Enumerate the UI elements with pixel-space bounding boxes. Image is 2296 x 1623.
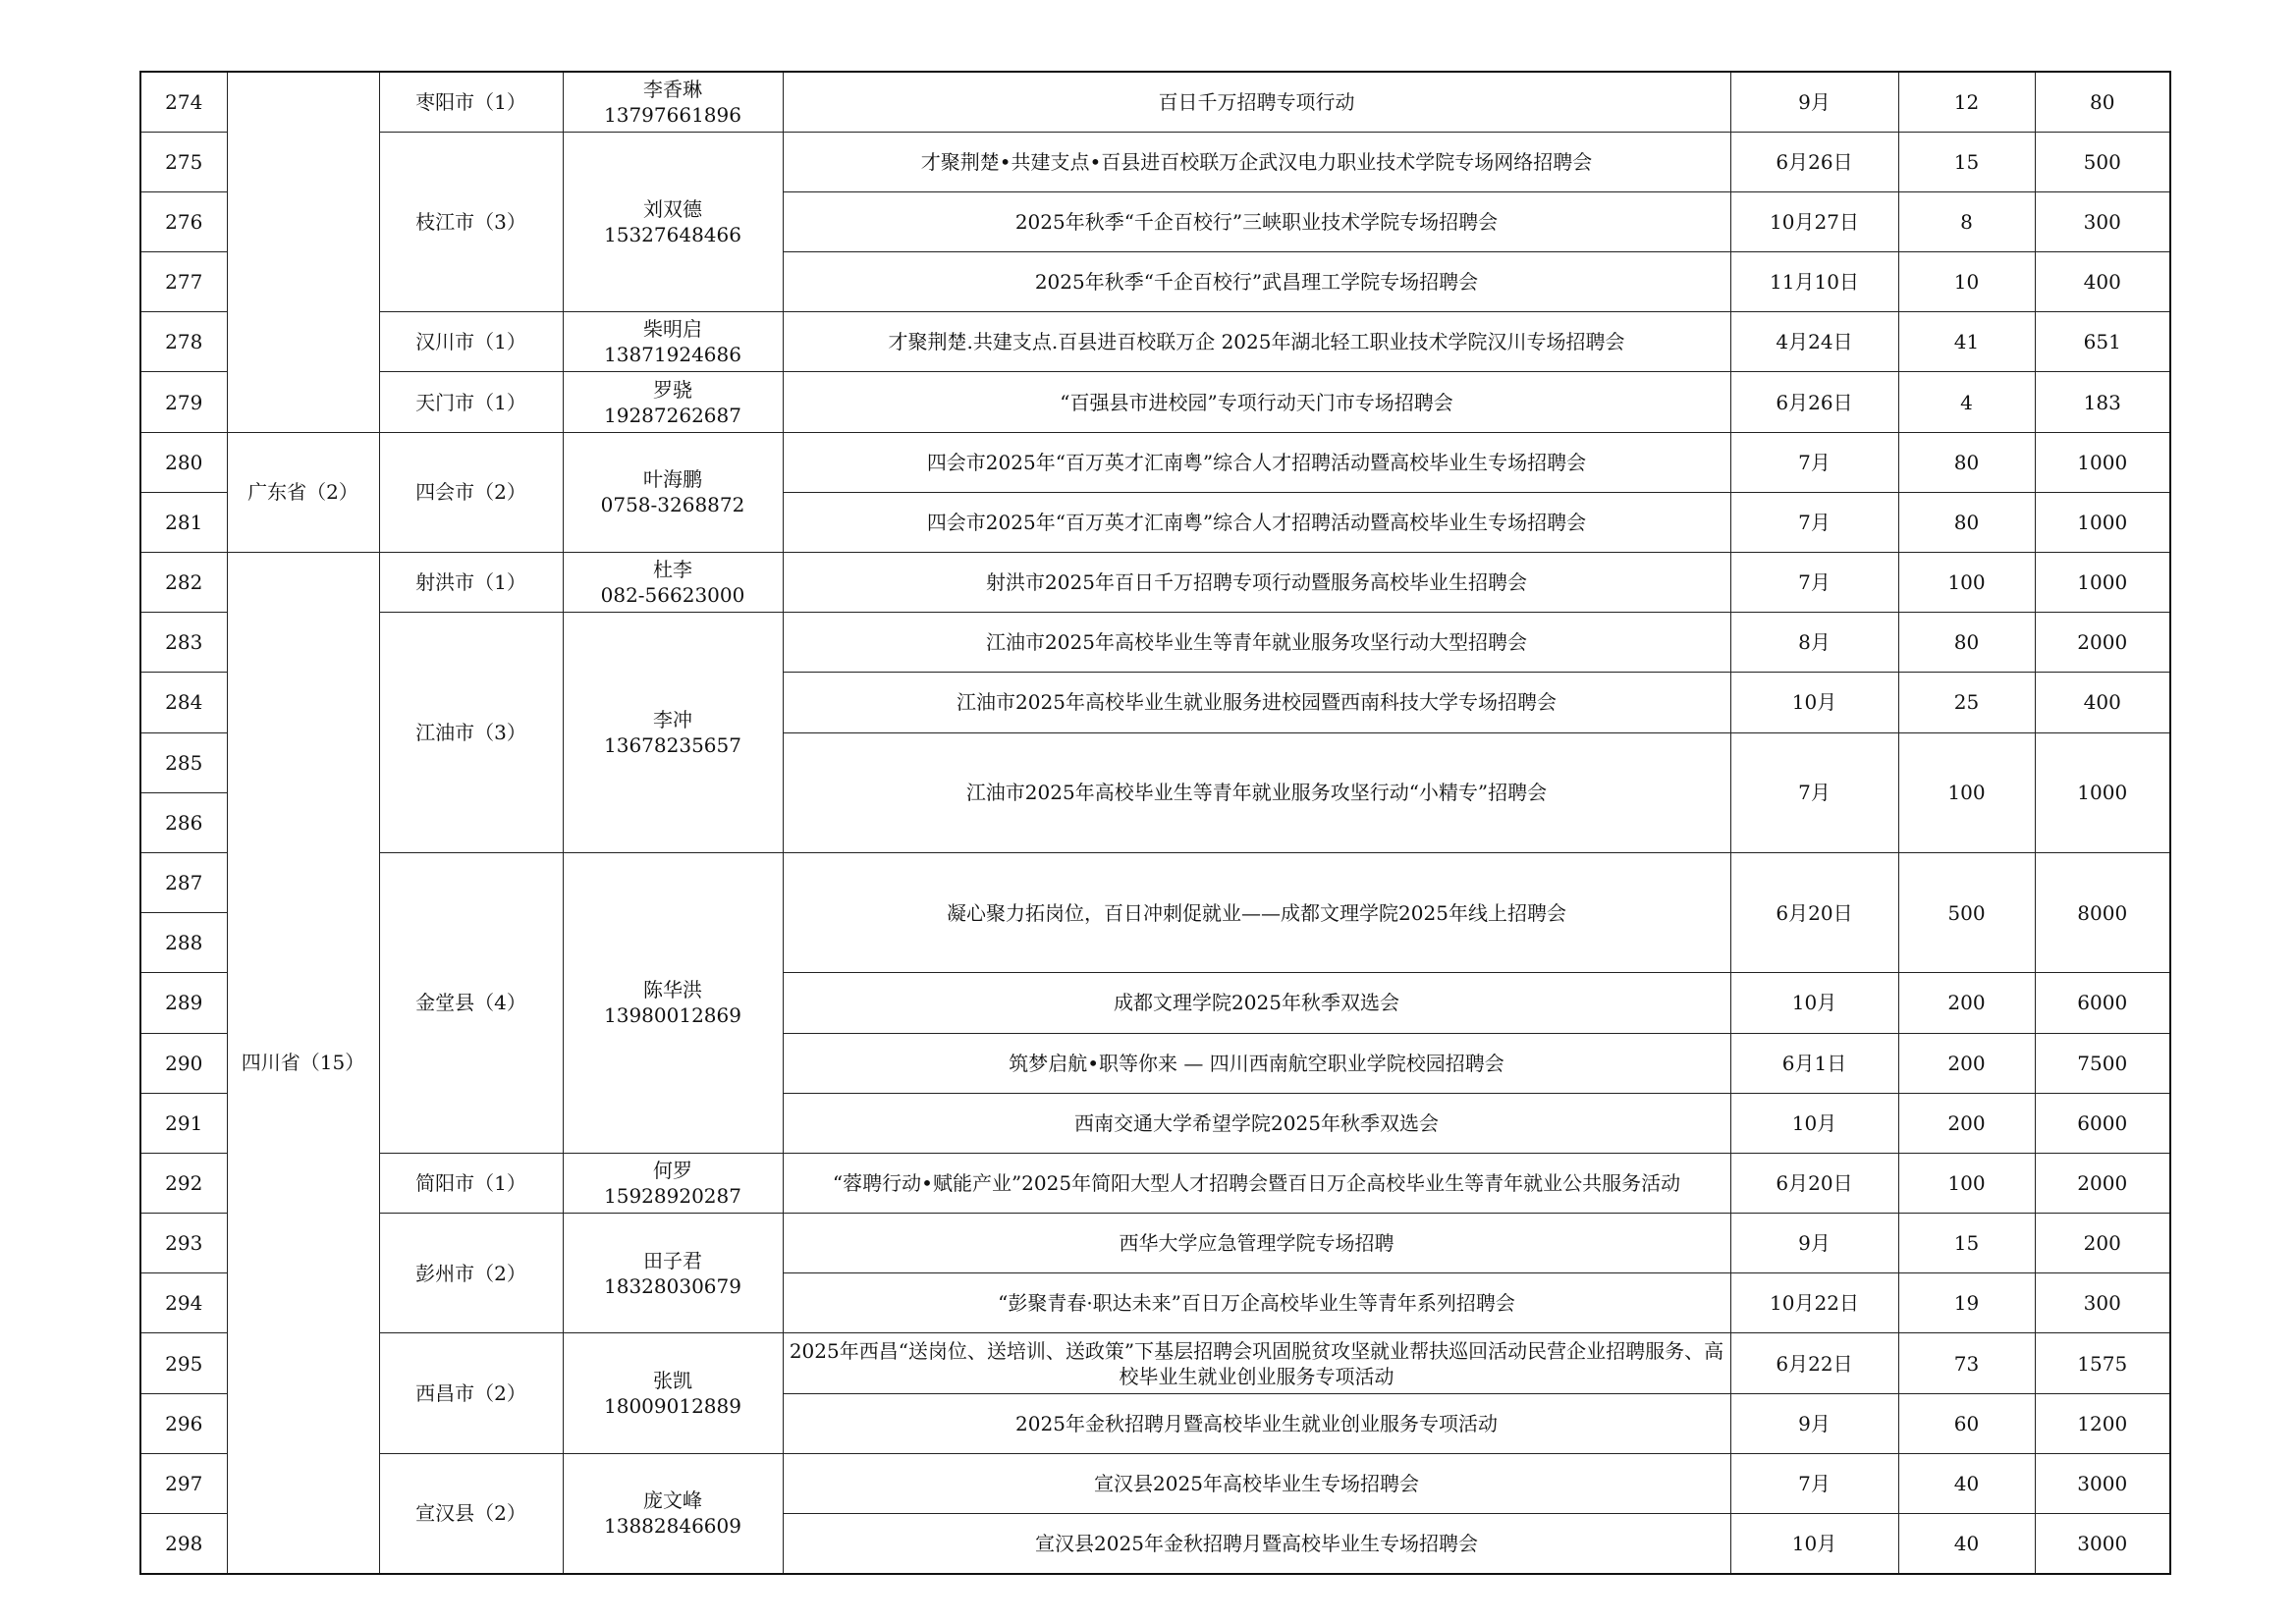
province-cell: 广东省（2） <box>227 432 379 552</box>
table-row <box>140 1333 2170 1393</box>
employers-cell: 80 <box>1898 432 2035 492</box>
contact-cell <box>563 1453 783 1573</box>
row-number: 281 <box>140 492 227 552</box>
event-cell: 2025年秋季“千企百校行”武昌理工学院专场招聘会 <box>783 252 1730 312</box>
jobs-cell: 2000 <box>2035 613 2170 673</box>
employers-cell: 41 <box>1898 312 2035 372</box>
jobs-cell: 6000 <box>2035 1093 2170 1153</box>
row-number: 295 <box>140 1333 227 1393</box>
date-cell: 7月 <box>1730 553 1898 613</box>
jobs-cell: 300 <box>2035 1273 2170 1333</box>
row-number: 275 <box>140 132 227 191</box>
event-text: “蓉聘行动•赋能产业”2025年简阳大型人才招聘会暨百日万企高校毕业生等青年就业公共服务活动 <box>832 1170 1681 1195</box>
employers-cell: 200 <box>1898 973 2035 1033</box>
event-cell: 宣汉县2025年高校毕业生专场招聘会 <box>783 1453 1730 1513</box>
date-cell: 6月26日 <box>1730 132 1898 191</box>
row-number: 296 <box>140 1393 227 1453</box>
employers-cell: 100 <box>1898 732 2035 852</box>
row-number: 283 <box>140 613 227 673</box>
row-number: 285 <box>140 732 227 792</box>
row-number: 282 <box>140 553 227 613</box>
event-text: 2025年西昌“送岗位、送培训、送政策”下基层招聘会巩固脱贫攻坚就业帮扶巡回活动民营企业招聘服务、高校毕业生就业创业服务专项活动 <box>789 1338 1724 1388</box>
date-cell: 10月 <box>1730 973 1898 1033</box>
contact-phone: 13871924686 <box>604 343 741 367</box>
event-cell: 射洪市2025年百日千万招聘专项行动暨服务高校毕业生招聘会 <box>783 553 1730 613</box>
contact-cell <box>563 372 783 432</box>
employers-cell: 15 <box>1898 1214 2035 1273</box>
event-cell: 凝心聚力拓岗位，百日冲刺促就业——成都文理学院2025年线上招聘会 <box>783 852 1730 972</box>
table-row <box>140 1153 2170 1213</box>
date-cell: 7月 <box>1730 1453 1898 1513</box>
jobs-cell: 6000 <box>2035 973 2170 1033</box>
table-row <box>140 613 2170 673</box>
table-row <box>140 852 2170 912</box>
contact-phone: 082-56623000 <box>600 583 745 608</box>
employers-cell: 80 <box>1898 492 2035 552</box>
row-number: 280 <box>140 432 227 492</box>
row-number: 292 <box>140 1153 227 1213</box>
contact-cell <box>563 553 783 613</box>
table-row <box>140 553 2170 613</box>
contact-phone: 18009012889 <box>604 1394 741 1419</box>
employers-cell: 200 <box>1898 1093 2035 1153</box>
row-number: 297 <box>140 1453 227 1513</box>
employers-cell: 10 <box>1898 252 2035 312</box>
employers-cell: 100 <box>1898 553 2035 613</box>
city-cell: 四会市（2） <box>379 432 563 552</box>
table-row <box>140 372 2170 432</box>
event-cell: 2025年秋季“千企百校行”三峡职业技术学院专场招聘会 <box>783 191 1730 251</box>
date-cell: 7月 <box>1730 432 1898 492</box>
table-row <box>140 1453 2170 1513</box>
city-cell: 西昌市（2） <box>379 1333 563 1453</box>
date-cell: 6月26日 <box>1730 372 1898 432</box>
contact-phone: 15327648466 <box>604 222 741 246</box>
city-cell: 简阳市（1） <box>379 1153 563 1213</box>
date-cell: 9月 <box>1730 1214 1898 1273</box>
contact-phone: 0758-3268872 <box>600 493 745 517</box>
row-number: 290 <box>140 1033 227 1093</box>
city-cell: 枝江市（3） <box>379 132 563 312</box>
city-cell: 金堂县（4） <box>379 852 563 1153</box>
date-cell: 10月 <box>1730 1514 1898 1574</box>
contact-phone: 13797661896 <box>604 102 741 127</box>
date-cell: 6月22日 <box>1730 1333 1898 1393</box>
contact-cell <box>563 1333 783 1453</box>
jobs-cell: 2000 <box>2035 1153 2170 1213</box>
jobs-cell: 300 <box>2035 191 2170 251</box>
event-cell: 筑梦启航•职等你来 — 四川西南航空职业学院校园招聘会 <box>783 1033 1730 1093</box>
contact-name: 叶海鹏 <box>643 467 702 492</box>
date-cell: 11月10日 <box>1730 252 1898 312</box>
event-cell <box>783 1153 1730 1213</box>
contact-name: 何罗 <box>653 1158 692 1182</box>
date-cell: 7月 <box>1730 732 1898 852</box>
employers-cell: 80 <box>1898 613 2035 673</box>
contact-name: 庞文峰 <box>643 1488 702 1513</box>
jobs-cell: 400 <box>2035 252 2170 312</box>
contact-cell <box>563 613 783 853</box>
contact-name: 田子君 <box>643 1248 702 1272</box>
table-row <box>140 312 2170 372</box>
employers-cell: 15 <box>1898 132 2035 191</box>
row-number: 274 <box>140 72 227 132</box>
table-row <box>140 72 2170 132</box>
contact-name: 李冲 <box>653 708 692 732</box>
date-cell: 10月 <box>1730 673 1898 732</box>
employers-cell: 500 <box>1898 852 2035 972</box>
jobs-cell: 1000 <box>2035 553 2170 613</box>
jobs-cell: 8000 <box>2035 852 2170 972</box>
row-number: 287 <box>140 852 227 912</box>
date-cell: 9月 <box>1730 1393 1898 1453</box>
table-row <box>140 132 2170 191</box>
contact-cell <box>563 432 783 552</box>
contact-name: 柴明启 <box>643 317 702 342</box>
row-number: 284 <box>140 673 227 732</box>
row-number: 278 <box>140 312 227 372</box>
contact-cell <box>563 72 783 132</box>
row-number: 298 <box>140 1514 227 1574</box>
city-cell: 江油市（3） <box>379 613 563 853</box>
contact-name: 刘双德 <box>643 196 702 221</box>
event-cell: 江油市2025年高校毕业生就业服务进校园暨西南科技大学专场招聘会 <box>783 673 1730 732</box>
jobs-cell: 3000 <box>2035 1514 2170 1574</box>
employers-cell: 40 <box>1898 1514 2035 1574</box>
employers-cell: 25 <box>1898 673 2035 732</box>
jobs-cell: 200 <box>2035 1214 2170 1273</box>
event-cell: 才聚荆楚•共建支点•百县进百校联万企武汉电力职业技术学院专场网络招聘会 <box>783 132 1730 191</box>
city-cell: 彭州市（2） <box>379 1214 563 1333</box>
contact-name: 杜李 <box>653 558 692 582</box>
contact-name: 张凯 <box>653 1369 692 1393</box>
recruitment-table <box>139 71 2171 1575</box>
date-cell: 10月 <box>1730 1093 1898 1153</box>
contact-cell <box>563 1153 783 1213</box>
table-row <box>140 432 2170 492</box>
city-cell: 宣汉县（2） <box>379 1453 563 1573</box>
employers-cell: 19 <box>1898 1273 2035 1333</box>
event-cell: 才聚荆楚.共建支点.百县进百校联万企 2025年湖北轻工职业技术学院汉川专场招聘会 <box>783 312 1730 372</box>
event-cell: 西华大学应急管理学院专场招聘 <box>783 1214 1730 1273</box>
jobs-cell: 651 <box>2035 312 2170 372</box>
jobs-cell: 1575 <box>2035 1333 2170 1393</box>
event-cell: 宣汉县2025年金秋招聘月暨高校毕业生专场招聘会 <box>783 1514 1730 1574</box>
contact-phone: 19287262687 <box>604 403 741 427</box>
event-cell: “彭聚青春·职达未来”百日万企高校毕业生等青年系列招聘会 <box>783 1273 1730 1333</box>
contact-cell <box>563 1214 783 1333</box>
province-cell: 四川省（15） <box>227 553 379 1574</box>
employers-cell: 100 <box>1898 1153 2035 1213</box>
event-cell: 江油市2025年高校毕业生等青年就业服务攻坚行动大型招聘会 <box>783 613 1730 673</box>
event-cell: 2025年金秋招聘月暨高校毕业生就业创业服务专项活动 <box>783 1393 1730 1453</box>
contact-cell <box>563 852 783 1153</box>
contact-phone: 18328030679 <box>604 1273 741 1298</box>
jobs-cell: 80 <box>2035 72 2170 132</box>
table-row <box>140 1214 2170 1273</box>
province-cell <box>227 72 379 432</box>
row-number: 288 <box>140 913 227 973</box>
date-cell: 6月20日 <box>1730 852 1898 972</box>
contact-cell <box>563 132 783 312</box>
city-cell: 射洪市（1） <box>379 553 563 613</box>
event-cell: 成都文理学院2025年秋季双选会 <box>783 973 1730 1033</box>
date-cell: 7月 <box>1730 492 1898 552</box>
contact-name: 李香琳 <box>643 77 702 101</box>
jobs-cell: 1000 <box>2035 432 2170 492</box>
event-cell: 四会市2025年“百万英才汇南粤”综合人才招聘活动暨高校毕业生专场招聘会 <box>783 432 1730 492</box>
row-number: 279 <box>140 372 227 432</box>
contact-phone: 13882846609 <box>604 1514 741 1539</box>
contact-name: 陈华洪 <box>643 978 702 1002</box>
employers-cell: 12 <box>1898 72 2035 132</box>
city-cell: 天门市（1） <box>379 372 563 432</box>
contact-phone: 13980012869 <box>604 1003 741 1028</box>
event-cell: 四会市2025年“百万英才汇南粤”综合人才招聘活动暨高校毕业生专场招聘会 <box>783 492 1730 552</box>
row-number: 293 <box>140 1214 227 1273</box>
contact-phone: 13678235657 <box>604 733 741 758</box>
jobs-cell: 183 <box>2035 372 2170 432</box>
jobs-cell: 1000 <box>2035 492 2170 552</box>
date-cell: 10月22日 <box>1730 1273 1898 1333</box>
row-number: 291 <box>140 1093 227 1153</box>
row-number: 286 <box>140 792 227 852</box>
date-cell: 8月 <box>1730 613 1898 673</box>
date-cell: 10月27日 <box>1730 191 1898 251</box>
employers-cell: 8 <box>1898 191 2035 251</box>
employers-cell: 200 <box>1898 1033 2035 1093</box>
jobs-cell: 3000 <box>2035 1453 2170 1513</box>
date-cell: 6月1日 <box>1730 1033 1898 1093</box>
row-number: 276 <box>140 191 227 251</box>
event-cell: 江油市2025年高校毕业生等青年就业服务攻坚行动“小精专”招聘会 <box>783 732 1730 852</box>
contact-phone: 15928920287 <box>604 1183 741 1208</box>
employers-cell: 60 <box>1898 1393 2035 1453</box>
row-number: 277 <box>140 252 227 312</box>
city-cell: 汉川市（1） <box>379 312 563 372</box>
employers-cell: 4 <box>1898 372 2035 432</box>
jobs-cell: 400 <box>2035 673 2170 732</box>
date-cell: 4月24日 <box>1730 312 1898 372</box>
contact-cell <box>563 312 783 372</box>
employers-cell: 73 <box>1898 1333 2035 1393</box>
jobs-cell: 500 <box>2035 132 2170 191</box>
date-cell: 6月20日 <box>1730 1153 1898 1213</box>
employers-cell: 40 <box>1898 1453 2035 1513</box>
jobs-cell: 7500 <box>2035 1033 2170 1093</box>
event-cell: “百强县市进校园”专项行动天门市专场招聘会 <box>783 372 1730 432</box>
jobs-cell: 1000 <box>2035 732 2170 852</box>
row-number: 294 <box>140 1273 227 1333</box>
city-cell: 枣阳市（1） <box>379 72 563 132</box>
contact-name: 罗骁 <box>653 377 692 402</box>
event-cell: 西南交通大学希望学院2025年秋季双选会 <box>783 1093 1730 1153</box>
event-cell <box>783 1333 1730 1393</box>
row-number: 289 <box>140 973 227 1033</box>
date-cell: 9月 <box>1730 72 1898 132</box>
jobs-cell: 1200 <box>2035 1393 2170 1453</box>
event-cell: 百日千万招聘专项行动 <box>783 72 1730 132</box>
